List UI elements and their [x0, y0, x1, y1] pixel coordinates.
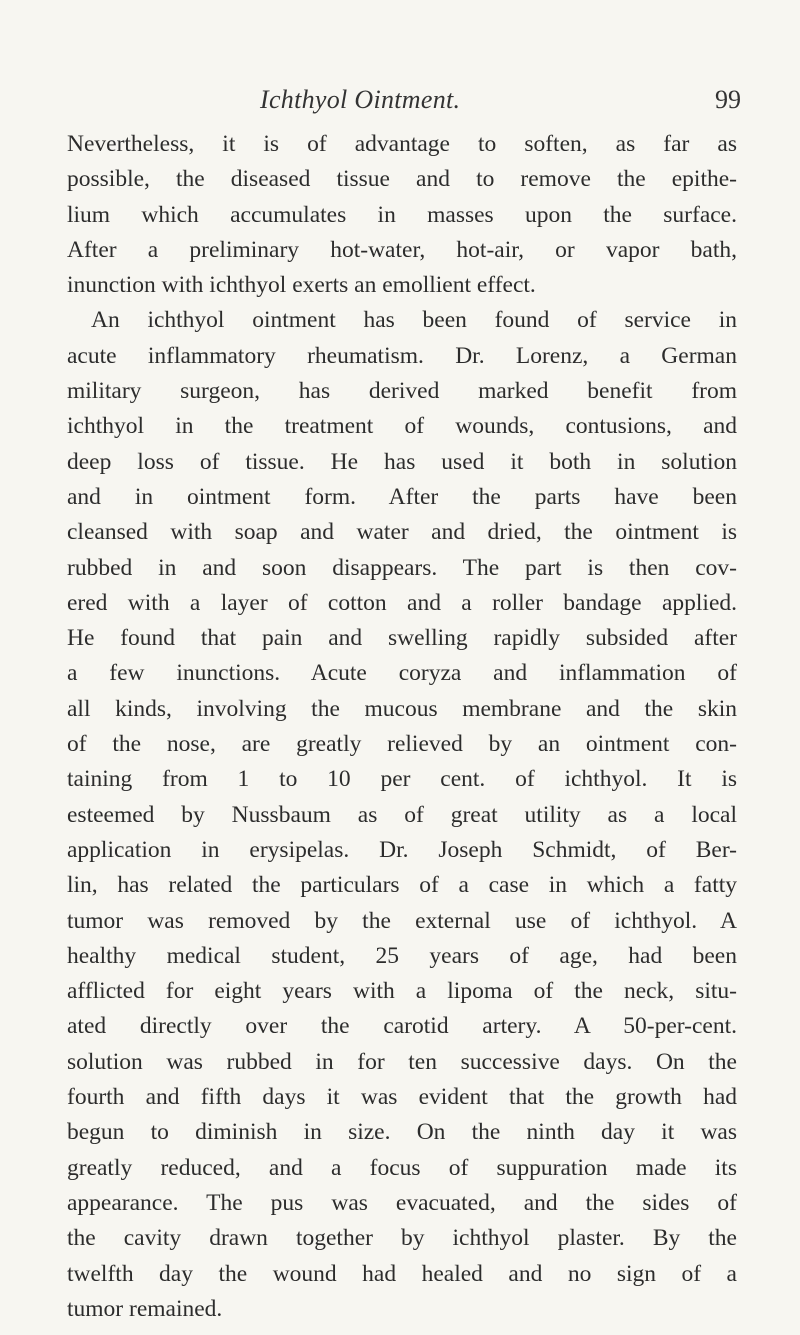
text-line: inunction with ichthyol exerts an emollient effect.	[67, 272, 536, 299]
text-line: afflicted for eight years with a lipoma of the neck, situ-	[67, 978, 737, 1005]
text-line: application in erysipelas. Dr. Joseph Schmidt, of Ber-	[67, 836, 737, 863]
text-line: greatly reduced, and a focus of suppuration made its	[67, 1154, 737, 1181]
text-line: ated directly over the carotid artery. A 50-per-cent.	[67, 1013, 737, 1040]
text-line: the cavity drawn together by ichthyol plaster. By the	[67, 1225, 737, 1252]
text-line: tumor was removed by the external use of ichthyol. A	[67, 907, 737, 934]
text-line: esteemed by Nussbaum as of great utility as a local	[67, 801, 737, 828]
text-line: lin, has related the particulars of a case in which a fatty	[67, 872, 737, 899]
text-line: healthy medical student, 25 years of age, had been	[67, 942, 737, 969]
text-line: rubbed in and soon disappears. The part is then cov-	[67, 554, 737, 581]
text-line: taining from 1 to 10 per cent. of ichthyol. It is	[67, 766, 737, 793]
text-line: ered with a layer of cotton and a roller bandage applied.	[67, 589, 737, 616]
text-line: deep loss of tissue. He has used it both in solution	[67, 448, 737, 475]
body-text	[67, 127, 737, 1327]
text-line: solution was rubbed in for ten successive days. On the	[67, 1048, 737, 1075]
text-line: ichthyol in the treatment of wounds, contusions, and	[67, 413, 737, 440]
text-line: a few inunctions. Acute coryza and inflammation of	[67, 660, 737, 687]
text-line: begun to diminish in size. On the ninth day it was	[67, 1119, 737, 1146]
text-line: He found that pain and swelling rapidly subsided after	[67, 625, 737, 652]
text-line: An ichthyol ointment has been found of service in	[91, 307, 737, 334]
text-line: possible, the diseased tissue and to remove the epithe-	[67, 166, 737, 193]
text-line: military surgeon, has derived marked benefit from	[67, 378, 737, 405]
text-line: acute inflammatory rheumatism. Dr. Lorenz, a German	[67, 342, 737, 369]
text-line: appearance. The pus was evacuated, and the sides of	[67, 1189, 737, 1216]
running-head	[0, 80, 800, 120]
text-line: Nevertheless, it is of advantage to soften, as far as	[67, 131, 737, 157]
text-line: and in ointment form. After the parts have been	[67, 483, 737, 510]
text-line: all kinds, involving the mucous membrane and the skin	[67, 695, 737, 722]
text-line: tumor remained.	[67, 1295, 223, 1322]
text-line: After a preliminary hot-water, hot-air, or vapor bath,	[67, 236, 737, 263]
running-title: Ichthyol Ointment.	[260, 85, 461, 114]
text-line: lium which accumulates in masses upon the surface.	[67, 201, 737, 228]
text-line: cleansed with soap and water and dried, the ointment is	[67, 519, 737, 546]
text-line: fourth and fifth days it was evident that the growth had	[67, 1084, 737, 1111]
text-line: twelfth day the wound had healed and no sign of a	[67, 1260, 737, 1287]
page-number: 99	[715, 85, 741, 114]
text-line: of the nose, are greatly relieved by an ointment con-	[67, 731, 737, 758]
